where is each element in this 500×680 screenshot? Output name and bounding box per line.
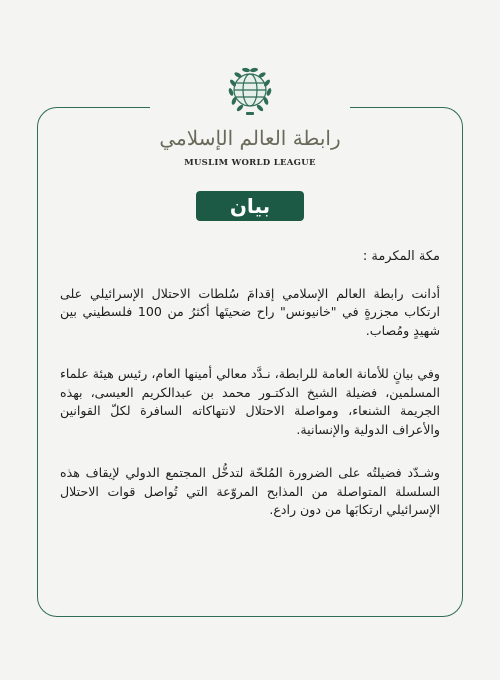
org-name-english: MUSLIM WORLD LEAGUE <box>184 158 316 168</box>
statement-paragraph: وفي بيانٍ للأمانة العامة للرابطة، نـدَّد معالي أمينها العام، رئيس هيئة علماء المسلمين، فضيلة الشيخ الدكتـور محمد بن عبدالكريم العيسى، بهذه الجريمة الشنعاء، ومواصلة الاحتلال لانتهاكاته السافرة لكلّ القوانين والأعراف الدولية والإنسانية. <box>60 366 440 437</box>
org-name-arabic: رابطة العالم الإسلامي <box>159 126 341 150</box>
globe-wreath-emblem-icon <box>222 62 278 118</box>
statement-location: مكة المكرمة : <box>362 249 440 264</box>
statement-paragraph: وشـدّد فضيلتُه على الضرورة المُلحّة لتدخُّل المجتمع الدولي لإيقاف هذه السلسلة المتواصلة من المذابح المروّعة التي تُواصل قوات الاحتلال الإسرائيلي ارتكابَها من دون رادع. <box>60 465 440 517</box>
org-logo <box>150 62 350 180</box>
statement-badge: بيان <box>196 191 304 221</box>
statement-body <box>60 248 440 545</box>
statement-paragraph: أدانت رابطة العالم الإسلامي إقدامَ سُلطات الاحتلال الإسرائيلي على ارتكاب مجزرةٍ في "خانيونس" راح ضحيتَها أكثرُ من 100 فلسطيني بين شهيدٍ ومُصاب. <box>60 285 440 338</box>
